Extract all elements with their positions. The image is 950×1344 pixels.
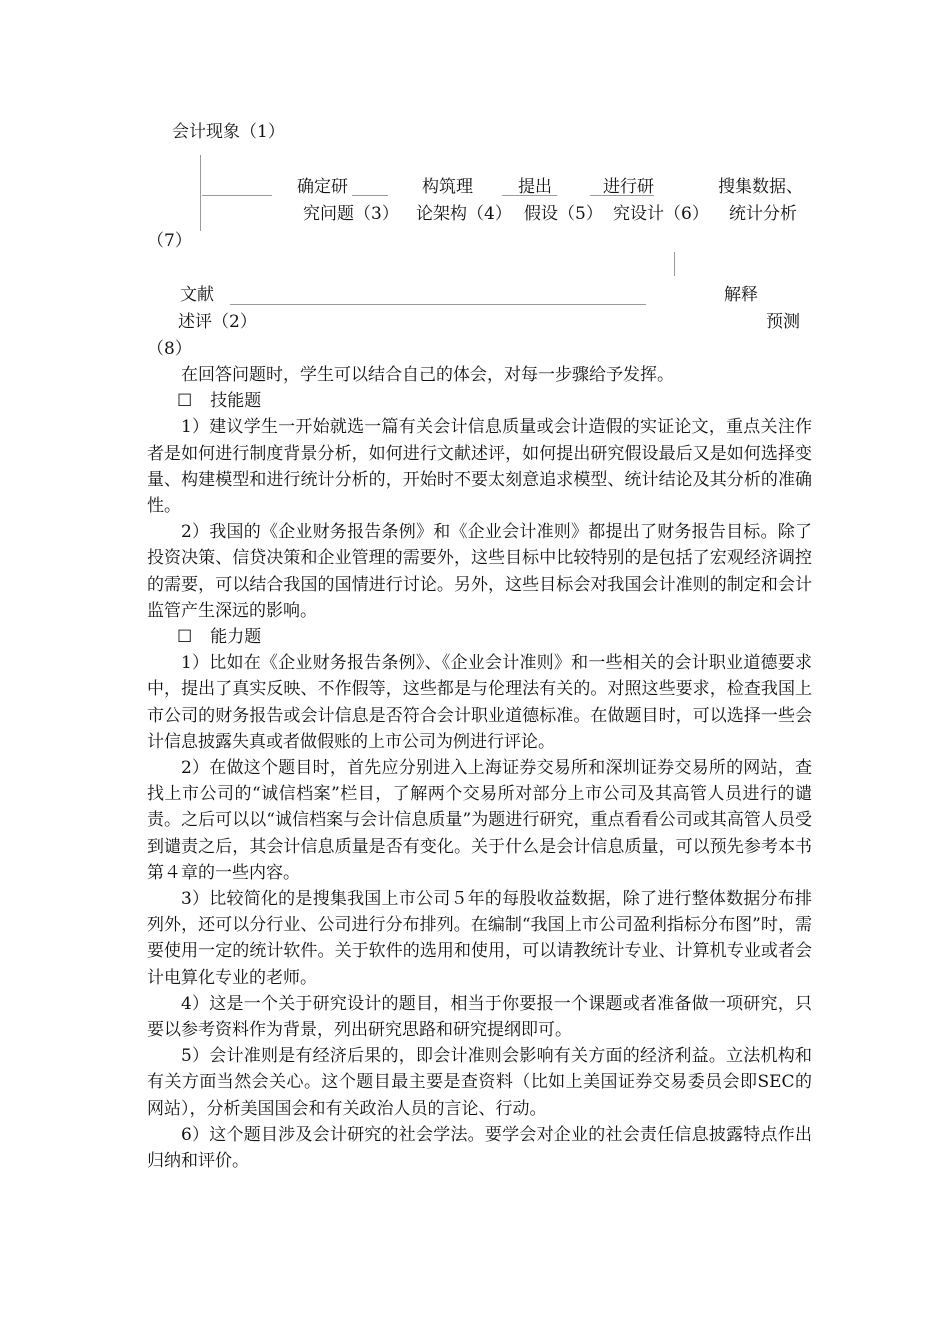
connector-review-to-explain — [230, 304, 646, 305]
ability-item-4: 4）这是一个关于研究设计的题目，相当于你要报一个课题或者准备做一项研究，只要以参考资料作为背景，列出研究思路和研究提纲即可。 — [147, 993, 812, 1041]
section-heading-ability — [147, 624, 812, 650]
node-accounting-phenomenon: 会计现象（1） — [172, 122, 285, 142]
ability-item-1: 1）比如在《企业财务报告条例》、《企业会计准则》和一些相关的会计职业道德要求中，提出了真实反映、不作假等，这些都是与伦理法有关的。对照这些要求，检查我国上市公司的财务报告或会计信息是否符合会计职业道德标准。在做题目时，可以选择一些会计信息披露失真或者做假账的上市公司为例进行评论。 — [147, 653, 812, 752]
node-theory-framework-line1: 构筑理 — [422, 177, 473, 197]
node-literature-review-line2: 述评（2） — [178, 312, 257, 332]
skills-item-2: 2）我国的《企业财务报告条例》和《企业会计准则》都提出了财务报告目标。除了投资决策、信贷决策和企业管理的需要外，这些目标中比较特别的是包括了宏观经济调控的需要，可以结合我国的国情进行讨论。另外，这些目标会对我国会计准则的制定和会计监管产生深远的影响。 — [147, 522, 812, 621]
ability-item-3: 3）比较简化的是搜集我国上市公司５年的每股收益数据，除了进行整体数据分布排列外，还可以分行业、公司进行分布排列。在编制“我国上市公司盈利指标分布图”时，需要使用一定的统计软件。关于软件的选用和使用，可以请教统计专业、计算机专业或者会计电算化专业的老师。 — [147, 889, 812, 988]
node-research-design-line1: 进行研 — [603, 177, 654, 197]
node-explain-predict-line2: 预测 — [766, 312, 800, 332]
connector-horizontal-left — [202, 195, 272, 196]
checkbox-icon: ☐ — [177, 391, 193, 412]
skills-item-1: 1）建议学生一开始就选一篇有关会计信息质量或会计造假的实证论文，重点关注作者是如何进行制度背景分析，如何进行文献述评，如何提出研究假设最后又是如何选择变量、构建模型和进行统计分析的，开始时不要太刻意追求模型、统计结论及其分析的准确性。 — [147, 417, 812, 517]
node-define-question-line2: 究问题（3） — [303, 204, 399, 224]
connector-vertical-left — [200, 155, 201, 231]
node-data-analysis-line2: 统计分析 — [729, 204, 797, 224]
node-data-analysis-line1: 搜集数据、 — [718, 177, 803, 197]
node-explain-predict-line1: 解释 — [724, 285, 758, 305]
node-hypothesis-line1: 提出 — [518, 177, 552, 197]
node-data-analysis-line3: （7） — [147, 231, 192, 251]
section-title: 技能题 — [210, 391, 262, 412]
ability-item-6: 6）这个题目涉及会计研究的社会学法。要学会对企业的社会责任信息披露特点作出归纳和评价。 — [147, 1124, 812, 1172]
section-title: 能力题 — [210, 627, 262, 648]
section-heading-skills — [147, 388, 812, 414]
node-define-question-line1: 确定研 — [297, 177, 348, 197]
node-literature-review-line1: 文献 — [180, 285, 214, 305]
connector-3-4 — [352, 195, 388, 196]
node-explain-predict-line3: （8） — [147, 339, 192, 359]
checkbox-icon: ☐ — [177, 627, 193, 648]
ability-item-2: 2）在做这个题目时，首先应分别进入上海证券交易所和深圳证券交易所的网站，查找上市公司的“诚信档案”栏目，了解两个交易所对部分上市公司及其高管人员进行的谴责。之后可以以“诚信档案与会计信息质量”为题进行研究，重点看看公司或其高管人员受到谴责之后，其会计信息质量是否有变化。关于什么是会计信息质量，可以预先参考本书第４章的一些内容。 — [147, 758, 812, 883]
node-research-design-line2: 究设计（6） — [613, 204, 709, 224]
node-theory-framework-line2: 论架构（4） — [416, 204, 512, 224]
ability-item-5: 5）会计准则是有经济后果的，即会计准则会影响有关方面的经济利益。立法机构和有关方面当然会关心。这个题目最主要是查资料（比如上美国证券交易委员会即SEC的网站），分析美国国会和有关政治人员的言论、行动。 — [147, 1046, 812, 1119]
node-hypothesis-line2: 假设（5） — [524, 204, 603, 224]
intro-paragraph: 在回答问题时，学生可以结合自己的体会，对每一步骤给予发挥。 — [181, 365, 674, 385]
connector-vertical-right — [674, 252, 675, 276]
answer-body — [147, 362, 812, 1174]
